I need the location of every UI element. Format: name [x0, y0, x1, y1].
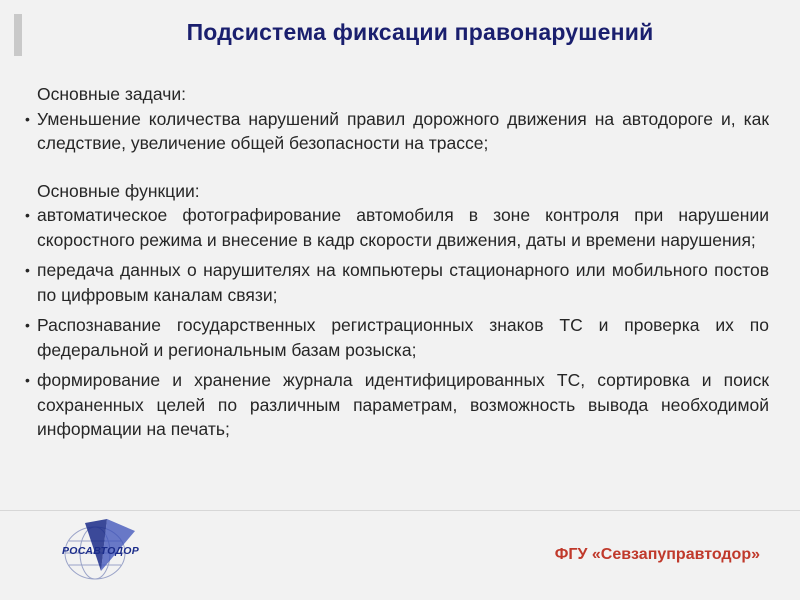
list-item-text: автоматическое фотографирование автомобиля в зоне контроля при нарушении скоростного режима и внесение в кадр скорости движения, даты и времени нарушения; — [37, 205, 769, 250]
logo-text: РОСАВТОДОР — [62, 545, 140, 557]
list-item — [23, 258, 769, 307]
organization-name: ФГУ «Севзапуправтодор» — [554, 546, 760, 563]
functions-list — [23, 203, 769, 442]
list-item-text: Распознавание государственных регистрационных знаков ТС и проверка их по федеральной и региональным базам розыска; — [37, 315, 769, 360]
tasks-heading: Основные задачи: — [37, 84, 186, 104]
footer-divider — [0, 510, 800, 511]
list-item-text: Уменьшение количества нарушений правил дорожного движения на автодороге и, как следствие, увеличение общей безопасности на трассе; — [37, 108, 769, 153]
list-item-text: передача данных о нарушителях на компьютеры стационарного или мобильного постов по цифровым каналам связи; — [37, 260, 769, 305]
slide-content — [23, 82, 769, 442]
list-item — [23, 203, 769, 252]
bullet-icon: • — [25, 262, 30, 278]
list-item — [23, 107, 769, 156]
functions-heading: Основные функции: — [37, 180, 200, 201]
bullet-icon: • — [25, 317, 30, 333]
list-item-text: формирование и хранение журнала идентифицированных ТС, сортировка и поиск сохраненных целей по различным параметрам, возможность вывода необходимой информации на печать; — [37, 370, 769, 439]
bullet-icon: • — [25, 207, 30, 223]
list-item — [23, 313, 769, 362]
bullet-icon: • — [25, 372, 30, 388]
slide-title: Подсистема фиксации правонарушений — [186, 19, 654, 45]
bullet-icon: • — [25, 110, 30, 127]
list-item — [23, 368, 769, 442]
tasks-list — [23, 107, 769, 156]
